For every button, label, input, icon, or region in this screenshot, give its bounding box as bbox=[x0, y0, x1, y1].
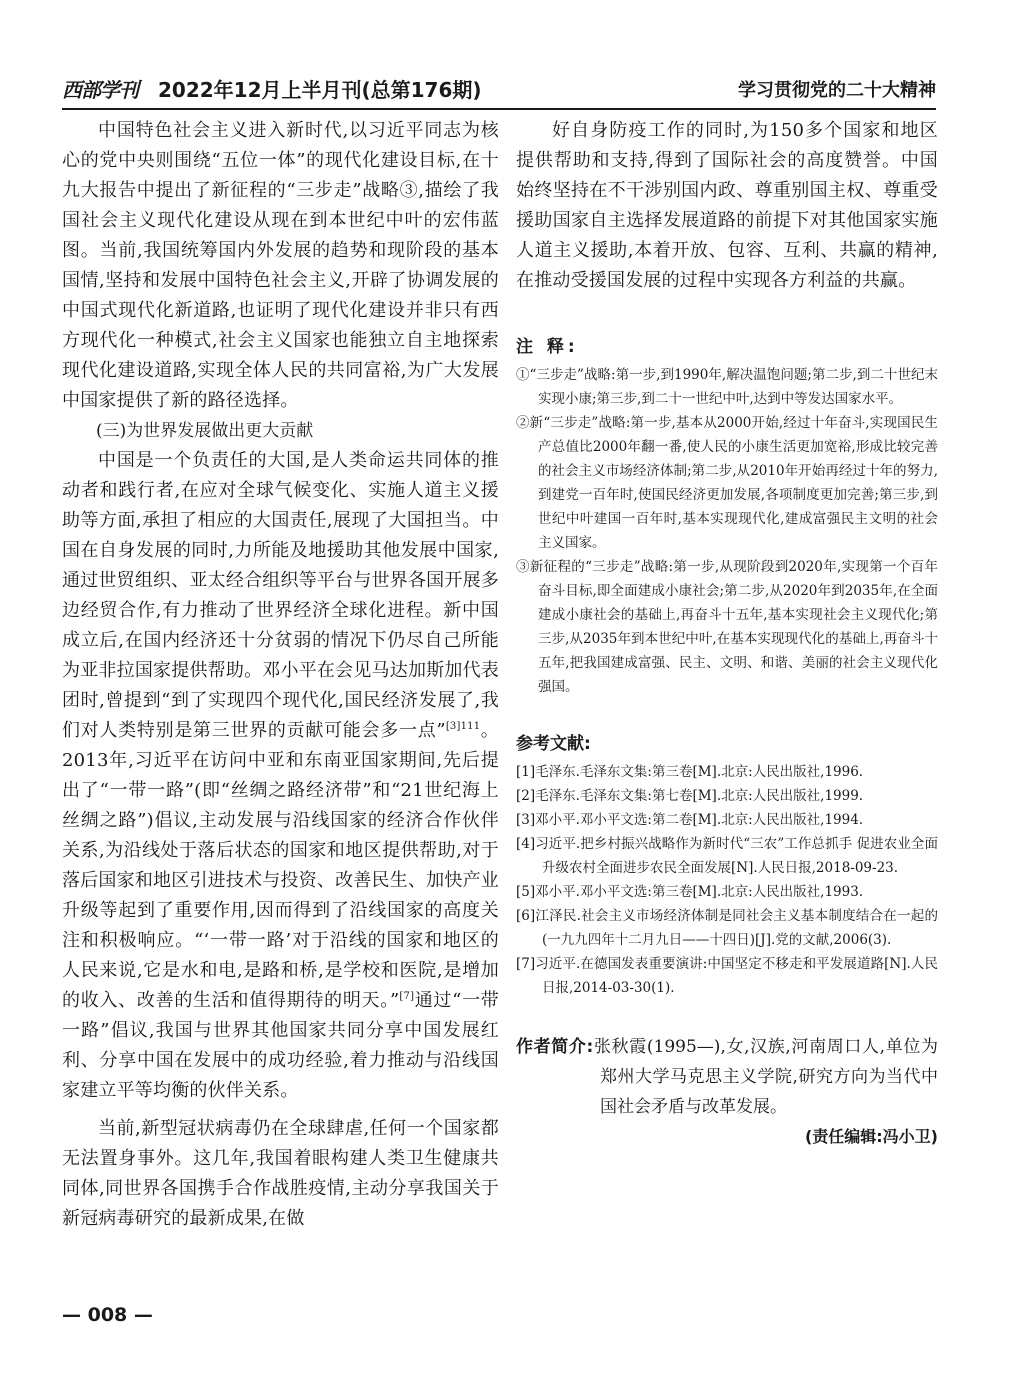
author-bio bbox=[516, 1032, 938, 1122]
paragraph: 当前,新型冠状病毒仍在全球肆虐,任何一个国家都无法置身事外。这几年,我国着眼构建人类卫生健康共同体,同世界各国携手合作战胜疫情,主动分享我国关于新冠病毒研究的最新成果,在做 bbox=[62, 1118, 499, 1229]
reference-item: [2]毛泽东.毛泽东文集:第七卷[M].北京:人民出版社,1999. bbox=[516, 788, 864, 804]
column-theme: 学习贯彻党的二十大精神 bbox=[738, 80, 936, 101]
page-header bbox=[62, 68, 936, 110]
reference-item: [3]邓小平.邓小平文选:第二卷[M].北京:人民出版社,1994. bbox=[516, 812, 864, 828]
reference-item: [4]习近平.把乡村振兴战略作为新时代“三农”工作总抓手 促进农业全面升级农村全面进步农民全面发展[N].人民日报,2018-09-23. bbox=[516, 836, 938, 876]
paragraph: 中国特色社会主义进入新时代,以习近平同志为核心的党中央则围绕“五位一体”的现代化建设目标,在十九大报告中提出了新征程的“三步走”战略③,描绘了我国社会主义现代化建设从现在到本世纪中叶的宏伟蓝图。当前,我国统筹国内外发展的趋势和现阶段的基本国情,坚持和发展中国特色社会主义,开辟了协调发展的中国式现代化新道路,也证明了现代化建设并非只有西方现代化一种模式,社会主义国家也能独立自主地探索现代化建设道路,实现全体人民的共同富裕,为广大发展中国家提供了新的路径选择。 bbox=[62, 120, 499, 411]
reference-item: [6]江泽民.社会主义市场经济体制是同社会主义基本制度结合在一起的(一九九四年十二月九日——十四日)[J].党的文献,2006(3). bbox=[516, 908, 938, 948]
left-column bbox=[62, 116, 499, 1234]
paragraph-text: 中国是一个负责任的大国,是人类命运共同体的推动者和践行者,在应对全球气候变化、实施人道主义援助等方面,承担了相应的大国责任,展现了大国担当。中国在自身发展的同时,力所能及地援助其他发展中国家,通过世贸组织、亚太经合组织等平台与世界各国开展多边经贸合作,有力推动了世界经济全球化进程。新中国成立后,在国内经济还十分贫弱的情况下仍尽自己所能为亚非拉国家提供帮助。邓小平在会见马达加斯加代表团时,曾提到“到了实现四个现代化,国民经济发展了,我们对人类特别是第三世界的贡献可能会多一点” bbox=[62, 450, 499, 741]
author-label: 作者简介: bbox=[516, 1037, 594, 1057]
right-column bbox=[516, 116, 938, 1147]
reference-item: [7]习近平.在德国发表重要演讲:中国坚定不移走和平发展道路[N].人民日报,2014-03-30(1). bbox=[516, 956, 938, 996]
author-bio-block bbox=[516, 1032, 938, 1122]
journal-logo: 西部学刊 bbox=[62, 78, 138, 102]
citation: [3]111 bbox=[445, 721, 481, 732]
paragraph: 好自身防疫工作的同时,为150多个国家和地区提供帮助和支持,得到了国际社会的高度赞誉。中国始终坚持在不干涉别国内政、尊重别国主权、尊重受援助国家自主选择发展道路的前提下对其他国家实施人道主义援助,本着开放、包容、互利、共赢的精神,在推动受援国发展的过程中实现各方利益的共赢。 bbox=[516, 120, 938, 291]
paragraph-text: 通过“一带一路”倡议,我国与世界其他国家共同分享中国发展红利、分享中国在发展中的成功经验,着力推动与沿线国家建立平等均衡的伙伴关系。 bbox=[62, 990, 499, 1101]
author-text: 张秋霞(1995—),女,汉族,河南周口人,单位为郑州大学马克思主义学院,研究方向为当代中国社会矛盾与改革发展。 bbox=[593, 1037, 938, 1117]
reference-item: [5]邓小平.邓小平文选:第三卷[M].北京:人民出版社,1993. bbox=[516, 884, 864, 900]
note-item: ①“三步走”战略:第一步,到1990年,解决温饱问题;第二步,到二十世纪末实现小康;第三步,到二十一世纪中叶,达到中等发达国家水平。 bbox=[516, 367, 938, 407]
issue-info: 2022年12月上半月刊(总第176期) bbox=[158, 78, 482, 102]
reference-item: [1]毛泽东.毛泽东文集:第三卷[M].北京:人民出版社,1996. bbox=[516, 764, 864, 780]
citation: [7] bbox=[399, 991, 415, 1002]
notes-title: 注 释: bbox=[516, 337, 579, 357]
note-item: ②新“三步走”战略:第一步,基本从2000开始,经过十年奋斗,实现国民生产总值比2000年翻一番,使人民的小康生活更加宽裕,形成比较完善的社会主义市场经济体制;第二步,从2010年开始再经过十年的努力,到建党一百年时,使国民经济更加发展,各项制度更加完善;第三步,到世纪中叶建国一百年时,基本实现现代化,建成富强民主文明的社会主义国家。 bbox=[516, 415, 938, 551]
editor-credit: (责任编辑:冯小卫) bbox=[804, 1127, 938, 1146]
subheading: (三)为世界发展做出更大贡献 bbox=[96, 421, 314, 441]
page-number: — 008 — bbox=[62, 1304, 153, 1326]
paragraph bbox=[62, 446, 499, 1106]
note-item: ③新征程的“三步走”战略:第一步,从现阶段到2020年,实现第一个百年奋斗目标,即全面建成小康社会;第二步,从2020年到2035年,在全面建成小康社会的基础上,再奋斗十五年,基本实现社会主义现代化;第三步,从2035年到本世纪中叶,在基本实现现代化的基础上,再奋斗十五年,把我国建成富强、民主、文明、和谐、美丽的社会主义现代化强国。 bbox=[516, 559, 938, 695]
paragraph-text: 。2013年,习近平在访问中亚和东南亚国家期间,先后提出了“一带一路”(即“丝绸之路经济带”和“21世纪海上丝绸之路”)倡议,主动发展与沿线国家的经济合作伙伴关系,为沿线处于落后状态的国家和地区提供帮助,对于落后国家和地区引进技术与投资、改善民生、加快产业升级等起到了重要作用,因而得到了沿线国家的高度关注和积极响应。“‘一带一路’对于沿线的国家和地区的人民来说,它是水和电,是路和桥,是学校和医院,是增加的收入、改善的生活和值得期待的明天。” bbox=[62, 720, 500, 1011]
references-title: 参考文献: bbox=[516, 734, 591, 754]
